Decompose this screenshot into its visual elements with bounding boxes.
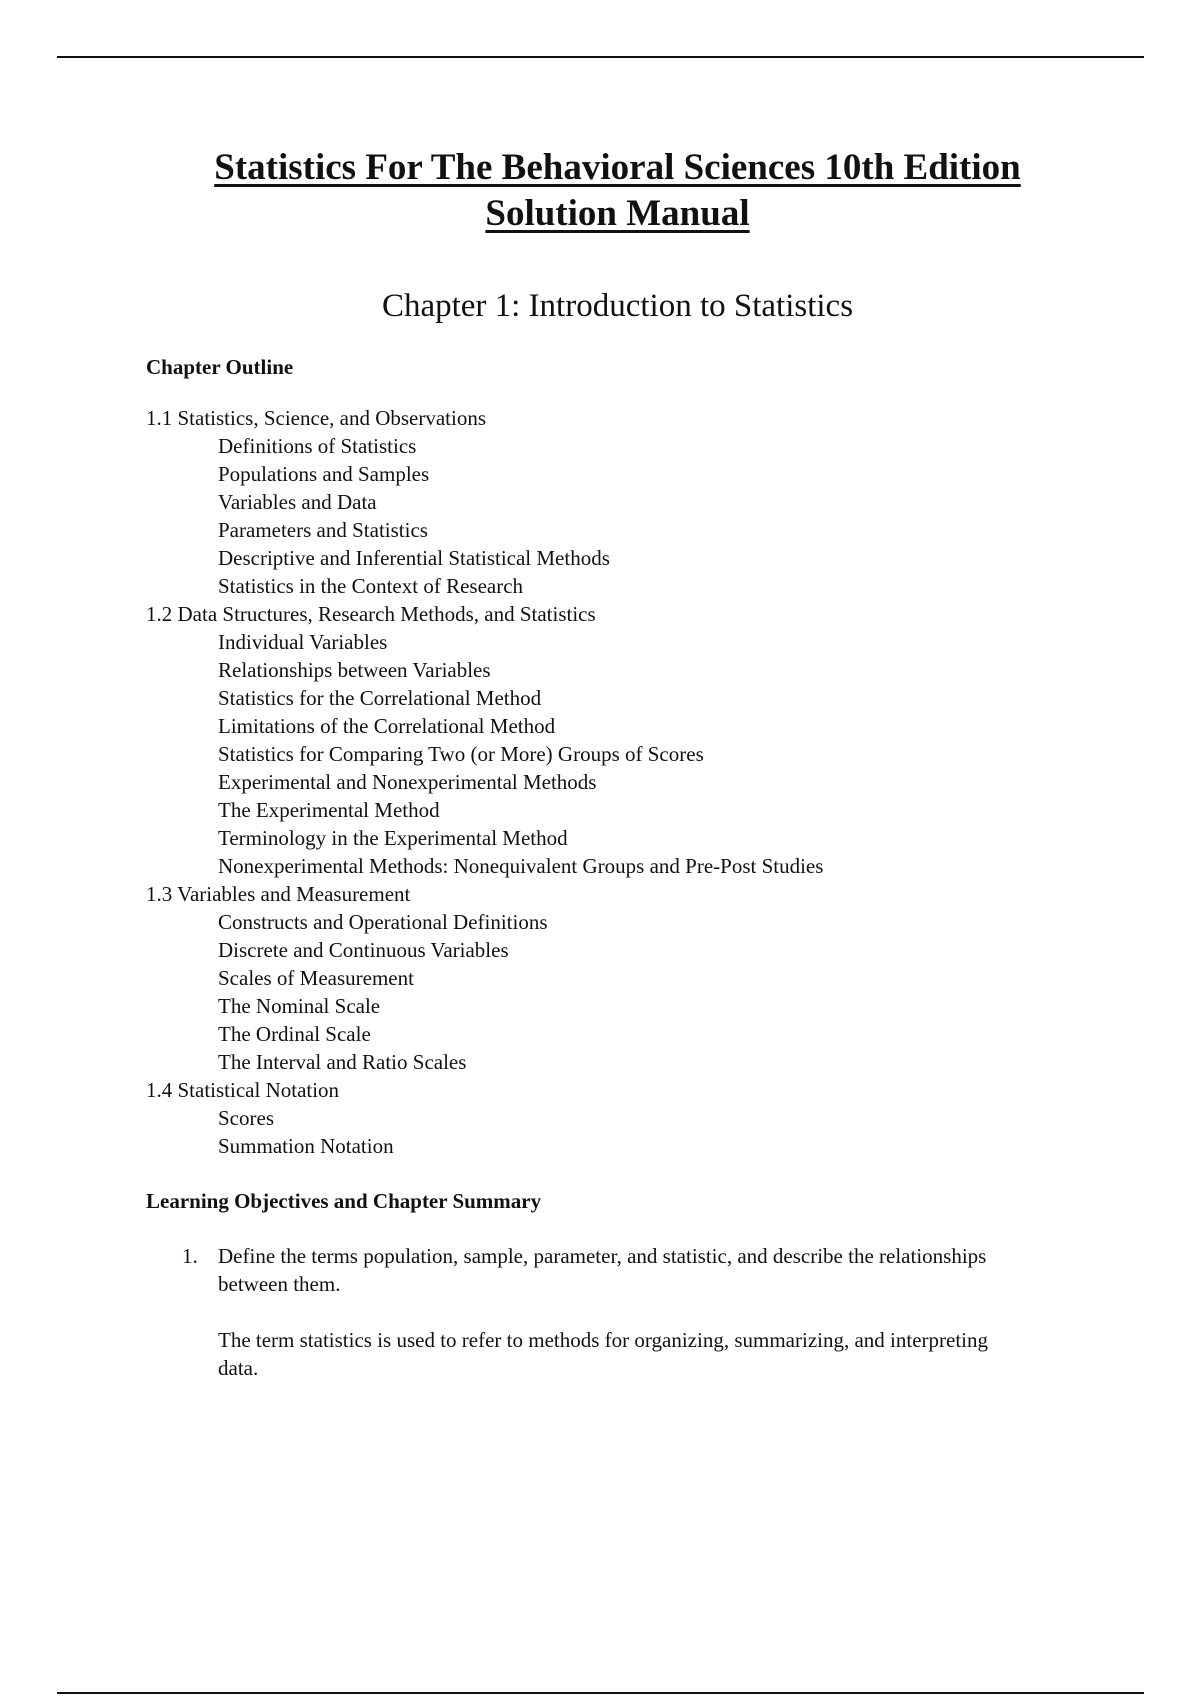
outline-section-label: 1.1 Statistics, Science, and Observations <box>146 406 487 430</box>
document-title <box>100 145 1135 237</box>
outline-item: Definitions of Statistics <box>218 434 417 458</box>
learning-objective <box>146 1242 1106 1382</box>
objective-paragraph: The term statistics is used to refer to methods for organizing, summarizing, and interpreting data. <box>218 1328 989 1380</box>
outline-subitems <box>146 1104 1106 1160</box>
outline-section <box>146 600 1106 880</box>
outline-section <box>146 880 1106 1076</box>
chapter-outline <box>146 404 1106 1160</box>
outline-section <box>146 1076 1106 1160</box>
outline-item: The Ordinal Scale <box>218 1022 371 1046</box>
document-content <box>146 350 1106 1382</box>
outline-section-label: 1.2 Data Structures, Research Methods, and Statistics <box>146 602 596 626</box>
outline-item: Relationships between Variables <box>218 658 491 682</box>
outline-item: Variables and Data <box>218 490 377 514</box>
outline-item: Descriptive and Inferential Statistical Methods <box>218 546 610 570</box>
footer-rule <box>57 1692 1144 1694</box>
objective-number: 1. <box>182 1244 198 1268</box>
outline-subitems <box>146 628 1106 880</box>
outline-item: Terminology in the Experimental Method <box>218 826 568 850</box>
outline-item: Statistics for Comparing Two (or More) Groups of Scores <box>218 742 704 766</box>
outline-item: Statistics in the Context of Research <box>218 574 524 598</box>
outline-section-label: 1.4 Statistical Notation <box>146 1078 340 1102</box>
objective-text: Define the terms population, sample, parameter, and statistic, and describe the relationships between them. <box>218 1244 987 1296</box>
outline-item: Experimental and Nonexperimental Methods <box>218 770 597 794</box>
chapter-outline-heading: Chapter Outline <box>146 355 294 379</box>
outline-item: Nonexperimental Methods: Nonequivalent Groups and Pre-Post Studies <box>218 854 824 878</box>
chapter-title: Chapter 1: Introduction to Statistics <box>381 288 854 324</box>
outline-item: Summation Notation <box>218 1134 394 1158</box>
outline-item: Parameters and Statistics <box>218 518 428 542</box>
document-title-line-2: Solution Manual <box>485 193 750 234</box>
learning-objectives-heading: Learning Objectives and Chapter Summary <box>146 1189 542 1213</box>
outline-item: Individual Variables <box>218 630 388 654</box>
outline-item: Populations and Samples <box>218 462 430 486</box>
outline-item: Scores <box>218 1106 274 1130</box>
outline-subitems <box>146 908 1106 1076</box>
outline-item: The Interval and Ratio Scales <box>218 1050 467 1074</box>
outline-item: Scales of Measurement <box>218 966 414 990</box>
outline-item: The Nominal Scale <box>218 994 381 1018</box>
document-title-line-1: Statistics For The Behavioral Sciences 10th Edition <box>214 147 1021 188</box>
outline-section-label: 1.3 Variables and Measurement <box>146 882 411 906</box>
outline-item: The Experimental Method <box>218 798 440 822</box>
outline-subitems <box>146 432 1106 600</box>
outline-section <box>146 404 1106 600</box>
outline-item: Discrete and Continuous Variables <box>218 938 509 962</box>
header-rule <box>57 56 1144 58</box>
outline-item: Constructs and Operational Definitions <box>218 910 548 934</box>
outline-item: Limitations of the Correlational Method <box>218 714 556 738</box>
outline-item: Statistics for the Correlational Method <box>218 686 542 710</box>
